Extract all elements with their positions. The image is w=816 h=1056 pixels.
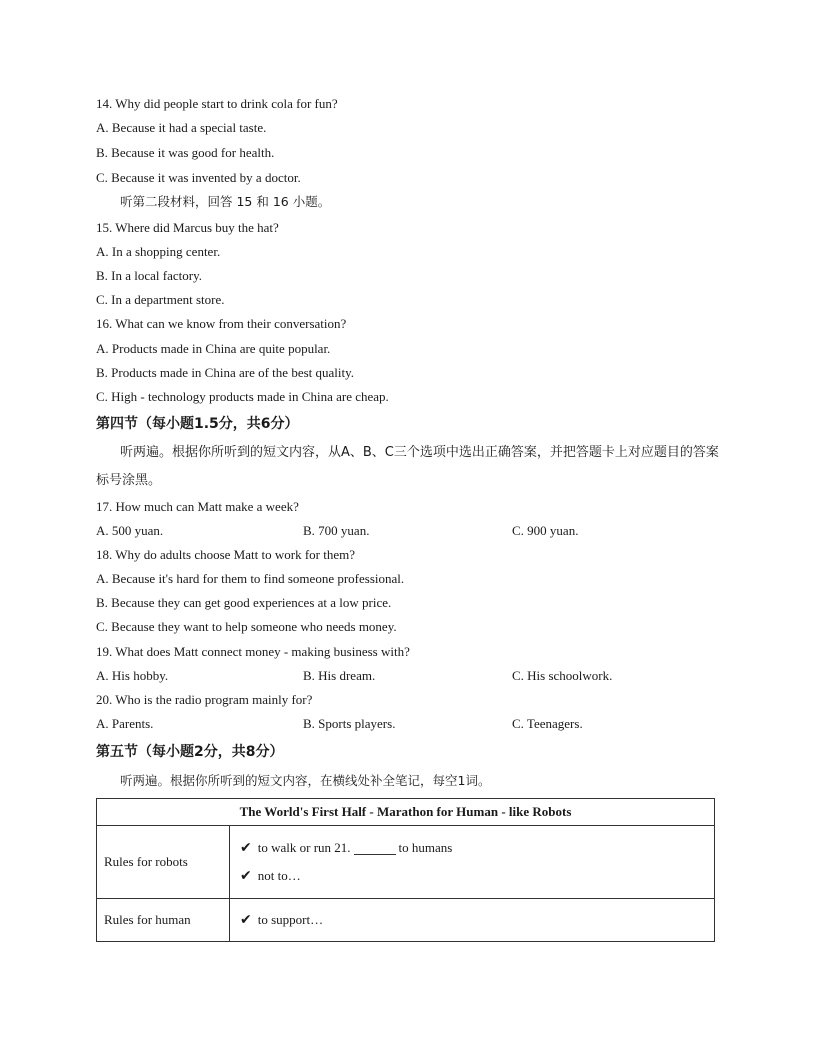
- question-19-option-b: B. His dream.: [303, 668, 376, 683]
- row-content-robots: [230, 826, 715, 899]
- notes-table: [96, 798, 715, 942]
- question-20-stem: 20. Who is the radio program mainly for?: [96, 692, 313, 707]
- question-18-option-a: A. Because it's hard for them to find someone professional.: [96, 571, 405, 586]
- question-15-option-c: C. In a department store.: [96, 292, 225, 307]
- row-content-human: [230, 899, 715, 942]
- note-item: [240, 834, 714, 862]
- question-15-stem: 15. Where did Marcus buy the hat?: [96, 220, 279, 235]
- question-16-option-a: A. Products made in China are quite popular.: [96, 341, 331, 356]
- dialogue-2-instruction: 听第二段材料，回答 15 和 16 小题。: [120, 194, 331, 209]
- question-14-option-b: B. Because it was good for health.: [96, 145, 275, 160]
- section-5-heading: 第五节（每小题2分，共8分）: [96, 744, 284, 760]
- question-18-option-b: B. Because they can get good experiences at a low price.: [96, 595, 392, 610]
- blank-21-input[interactable]: [354, 842, 396, 855]
- question-18-option-c: C. Because they want to help someone who needs money.: [96, 619, 397, 634]
- section-4-heading: 第四节（每小题1.5分，共6分）: [96, 416, 299, 432]
- question-17-option-a: A. 500 yuan.: [96, 523, 164, 538]
- question-16-stem: 16. What can we know from their conversation?: [96, 316, 347, 331]
- question-20-option-b: B. Sports players.: [303, 716, 396, 731]
- section-4-instruction: 听两遍。根据你所听到的短文内容，从A、B、C三个选项中选出正确答案，并把答题卡上对应题目的答案标号涂黑。: [96, 445, 719, 488]
- checkmark-icon: ✔: [240, 912, 252, 928]
- checkmark-icon: ✔: [240, 868, 252, 884]
- question-20-option-a: A. Parents.: [96, 716, 154, 731]
- question-19-option-a: A. His hobby.: [96, 668, 169, 683]
- question-16-option-b: B. Products made in China are of the best quality.: [96, 365, 355, 380]
- question-17-option-c: C. 900 yuan.: [512, 523, 579, 538]
- row-label-robots: Rules for robots: [97, 826, 230, 899]
- note-item: [240, 906, 714, 934]
- note-text: not to…: [257, 868, 301, 883]
- notes-table-row-robots: [97, 826, 715, 899]
- notes-table-row-human: [97, 899, 715, 942]
- question-17-option-b: B. 700 yuan.: [303, 523, 370, 538]
- notes-table-title: The World's First Half - Marathon for Human - like Robots: [97, 799, 715, 826]
- question-19-stem: 19. What does Matt connect money - making business with?: [96, 644, 410, 659]
- question-18-stem: 18. Why do adults choose Matt to work for them?: [96, 547, 355, 562]
- section-5-instruction: 听两遍。根据你所听到的短文内容，在横线处补全笔记，每空1词。: [120, 773, 491, 788]
- question-14-option-a: A. Because it had a special taste.: [96, 120, 267, 135]
- note-text-after: to humans: [398, 840, 453, 855]
- question-14-stem: 14. Why did people start to drink cola for fun?: [96, 96, 338, 111]
- checkmark-icon: ✔: [240, 840, 252, 856]
- question-15-option-b: B. In a local factory.: [96, 268, 202, 283]
- question-19-option-c: C. His schoolwork.: [512, 668, 613, 683]
- note-text: to walk or run 21.: [257, 840, 351, 855]
- row-label-human: Rules for human: [97, 899, 230, 942]
- note-text: to support…: [257, 912, 324, 927]
- question-20-option-c: C. Teenagers.: [512, 716, 583, 731]
- notes-table-header-row: [97, 799, 715, 826]
- question-17-stem: 17. How much can Matt make a week?: [96, 499, 299, 514]
- question-15-option-a: A. In a shopping center.: [96, 244, 221, 259]
- question-14-option-c: C. Because it was invented by a doctor.: [96, 170, 301, 185]
- question-16-option-c: C. High - technology products made in China are cheap.: [96, 389, 389, 404]
- note-item: [240, 862, 714, 890]
